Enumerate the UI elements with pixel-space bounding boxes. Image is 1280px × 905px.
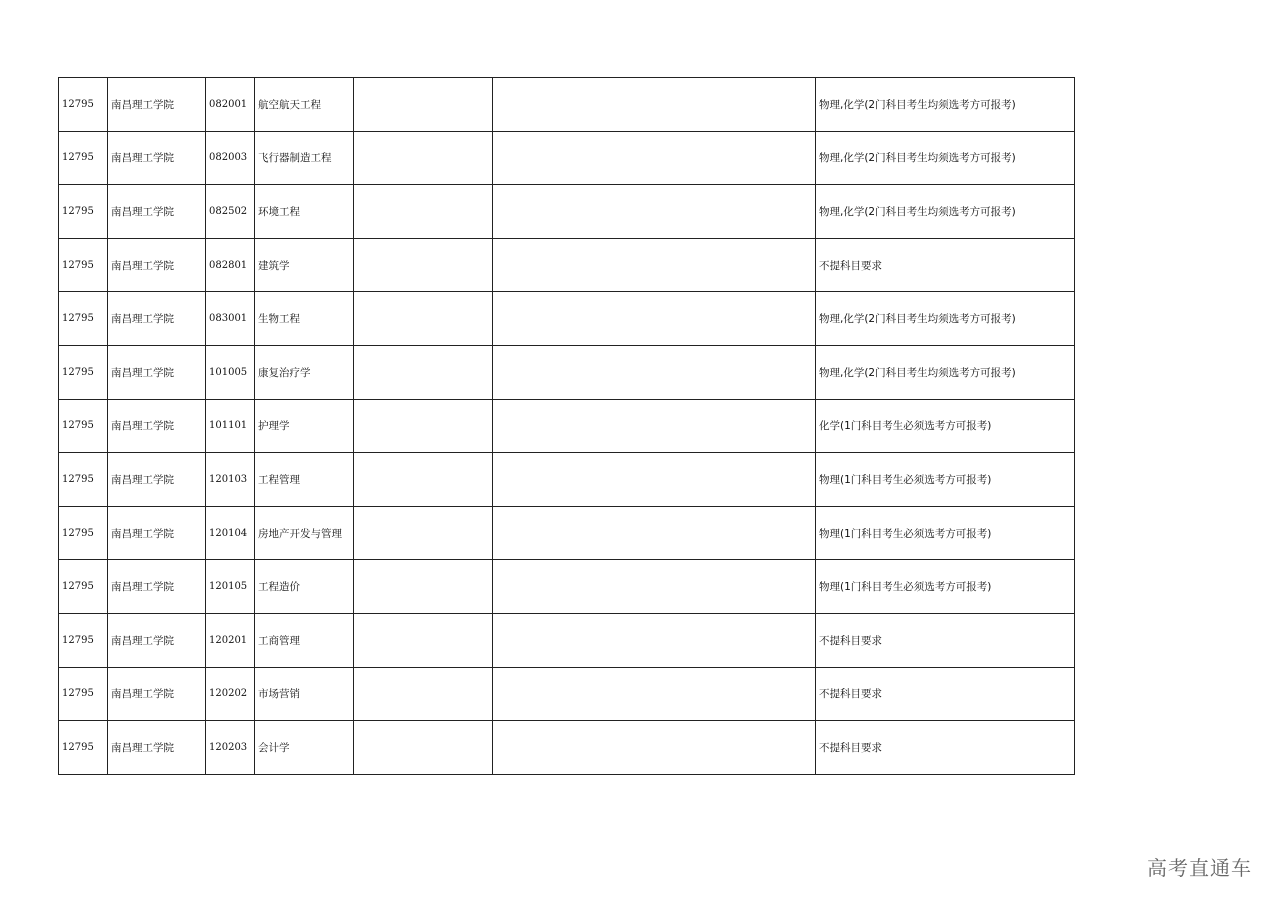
institution-code-cell: 12795 [59, 185, 108, 239]
empty-cell [493, 292, 816, 346]
major-code-cell: 120105 [206, 560, 255, 614]
table-row [59, 506, 1075, 560]
institution-code-cell: 12795 [59, 721, 108, 775]
watermark-text: 高考直通车 [1147, 856, 1252, 880]
major-name-cell: 康复治疗学 [255, 345, 354, 399]
table-row [59, 721, 1075, 775]
major-code-cell: 082003 [206, 131, 255, 185]
subject-requirement-cell: 化学(1门科目考生必须选考方可报考) [816, 399, 1075, 453]
major-code-cell: 082801 [206, 238, 255, 292]
major-code-cell: 120202 [206, 667, 255, 721]
major-code-cell: 101005 [206, 345, 255, 399]
major-code-cell: 120103 [206, 453, 255, 507]
empty-cell [354, 506, 493, 560]
major-name-cell: 生物工程 [255, 292, 354, 346]
major-name-cell: 飞行器制造工程 [255, 131, 354, 185]
institution-code-cell: 12795 [59, 506, 108, 560]
subject-requirement-cell: 物理(1门科目考生必须选考方可报考) [816, 506, 1075, 560]
table-row [59, 131, 1075, 185]
major-code-cell: 120203 [206, 721, 255, 775]
major-name-cell: 环境工程 [255, 185, 354, 239]
empty-cell [354, 667, 493, 721]
institution-name-cell: 南昌理工学院 [108, 345, 206, 399]
empty-cell [354, 453, 493, 507]
institution-name-cell: 南昌理工学院 [108, 78, 206, 132]
empty-cell [493, 560, 816, 614]
table-row [59, 613, 1075, 667]
institution-code-cell: 12795 [59, 613, 108, 667]
subject-requirement-cell: 物理,化学(2门科目考生均须选考方可报考) [816, 292, 1075, 346]
empty-cell [354, 238, 493, 292]
institution-name-cell: 南昌理工学院 [108, 131, 206, 185]
major-name-cell: 护理学 [255, 399, 354, 453]
major-code-cell: 082502 [206, 185, 255, 239]
institution-code-cell: 12795 [59, 78, 108, 132]
major-name-cell: 航空航天工程 [255, 78, 354, 132]
table-row [59, 399, 1075, 453]
empty-cell [354, 560, 493, 614]
subject-requirement-cell: 不提科目要求 [816, 721, 1075, 775]
subject-requirement-cell: 物理,化学(2门科目考生均须选考方可报考) [816, 78, 1075, 132]
empty-cell [493, 78, 816, 132]
table-row [59, 560, 1075, 614]
major-name-cell: 市场营销 [255, 667, 354, 721]
table-row [59, 453, 1075, 507]
empty-cell [493, 399, 816, 453]
subject-requirement-cell: 不提科目要求 [816, 667, 1075, 721]
table-row [59, 238, 1075, 292]
major-code-cell: 120201 [206, 613, 255, 667]
institution-name-cell: 南昌理工学院 [108, 238, 206, 292]
major-name-cell: 工程管理 [255, 453, 354, 507]
major-code-cell: 120104 [206, 506, 255, 560]
institution-name-cell: 南昌理工学院 [108, 613, 206, 667]
institution-code-cell: 12795 [59, 667, 108, 721]
major-name-cell: 会计学 [255, 721, 354, 775]
empty-cell [493, 453, 816, 507]
institution-code-cell: 12795 [59, 131, 108, 185]
subject-requirement-cell: 不提科目要求 [816, 238, 1075, 292]
subject-requirement-cell: 物理(1门科目考生必须选考方可报考) [816, 453, 1075, 507]
institution-code-cell: 12795 [59, 453, 108, 507]
table-row [59, 345, 1075, 399]
table-row [59, 667, 1075, 721]
institution-code-cell: 12795 [59, 560, 108, 614]
major-name-cell: 工商管理 [255, 613, 354, 667]
empty-cell [354, 292, 493, 346]
subject-requirement-cell: 物理(1门科目考生必须选考方可报考) [816, 560, 1075, 614]
major-code-cell: 101101 [206, 399, 255, 453]
subject-requirement-cell: 物理,化学(2门科目考生均须选考方可报考) [816, 345, 1075, 399]
empty-cell [493, 345, 816, 399]
empty-cell [354, 721, 493, 775]
major-code-cell: 082001 [206, 78, 255, 132]
major-name-cell: 房地产开发与管理 [255, 506, 354, 560]
subject-requirement-cell: 物理,化学(2门科目考生均须选考方可报考) [816, 131, 1075, 185]
empty-cell [354, 345, 493, 399]
institution-name-cell: 南昌理工学院 [108, 667, 206, 721]
empty-cell [493, 238, 816, 292]
empty-cell [354, 78, 493, 132]
table-row [59, 292, 1075, 346]
major-code-cell: 083001 [206, 292, 255, 346]
major-name-cell: 工程造价 [255, 560, 354, 614]
table-body [59, 78, 1075, 775]
empty-cell [354, 399, 493, 453]
empty-cell [493, 506, 816, 560]
institution-code-cell: 12795 [59, 292, 108, 346]
empty-cell [354, 613, 493, 667]
empty-cell [493, 185, 816, 239]
institution-code-cell: 12795 [59, 399, 108, 453]
subject-requirement-cell: 物理,化学(2门科目考生均须选考方可报考) [816, 185, 1075, 239]
empty-cell [493, 667, 816, 721]
empty-cell [354, 131, 493, 185]
institution-code-cell: 12795 [59, 345, 108, 399]
institution-name-cell: 南昌理工学院 [108, 185, 206, 239]
table-row [59, 185, 1075, 239]
major-name-cell: 建筑学 [255, 238, 354, 292]
empty-cell [354, 185, 493, 239]
empty-cell [493, 721, 816, 775]
institution-name-cell: 南昌理工学院 [108, 453, 206, 507]
institution-name-cell: 南昌理工学院 [108, 399, 206, 453]
empty-cell [493, 131, 816, 185]
table-row [59, 78, 1075, 132]
requirements-table [58, 77, 1075, 775]
institution-name-cell: 南昌理工学院 [108, 721, 206, 775]
empty-cell [493, 613, 816, 667]
institution-name-cell: 南昌理工学院 [108, 506, 206, 560]
institution-code-cell: 12795 [59, 238, 108, 292]
subject-requirement-cell: 不提科目要求 [816, 613, 1075, 667]
institution-name-cell: 南昌理工学院 [108, 560, 206, 614]
institution-name-cell: 南昌理工学院 [108, 292, 206, 346]
